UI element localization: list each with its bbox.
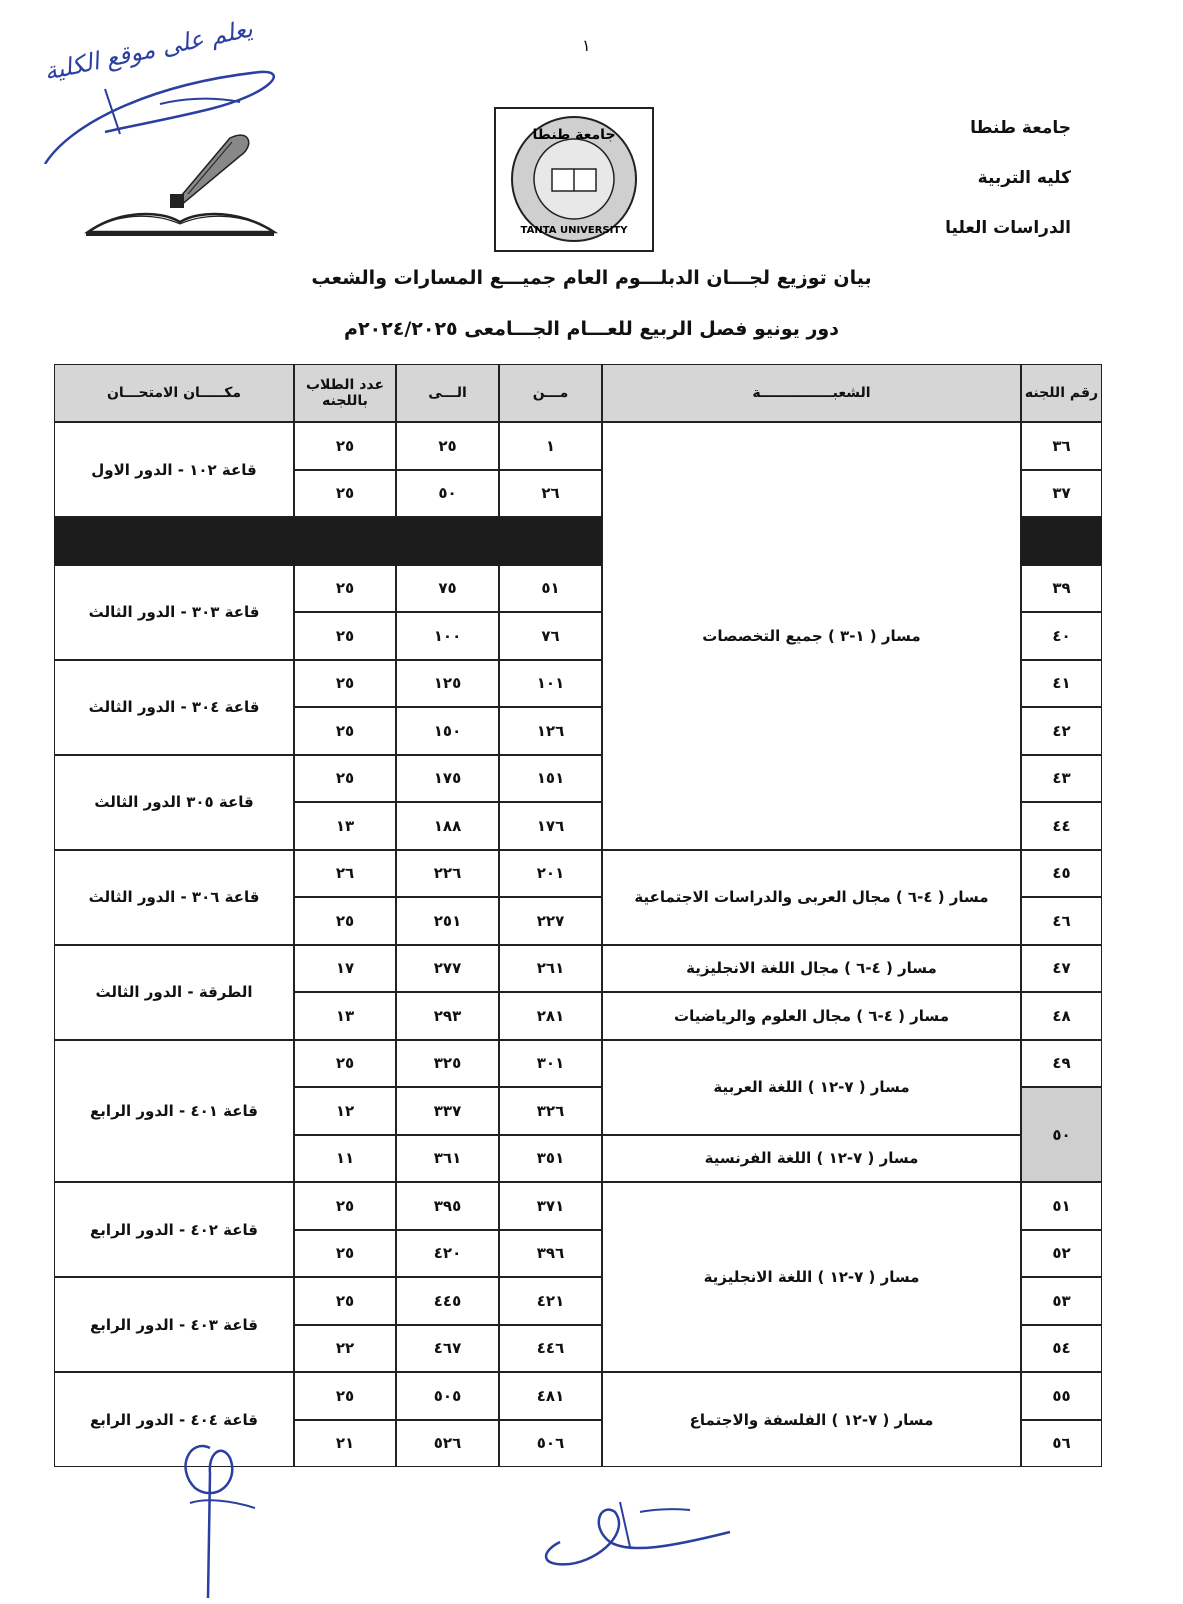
committee-number: ٤٥ <box>1021 850 1102 898</box>
document-subtitle: دور يونيو فصل الربيع للعـــام الجـــامعى ٢٠٢٤/٢٠٢٥م <box>344 318 839 340</box>
range-from: ٢٨١ <box>499 992 602 1040</box>
committee-number: ٤٨ <box>1021 992 1102 1040</box>
committee-number: ٤٧ <box>1021 945 1102 993</box>
range-to: ٧٥ <box>396 565 499 613</box>
document-title: بيان توزيع لجـــان الدبلـــوم العام جميـــع المسارات والشعب <box>311 267 872 289</box>
students-count: ١١ <box>294 1135 396 1183</box>
exam-location: قاعة ٣٠٣ - الدور الثالث <box>54 565 294 660</box>
range-to: ٢٩٣ <box>396 992 499 1040</box>
book-quill-icon <box>80 128 280 240</box>
committee-number: ٣٦ <box>1021 422 1102 470</box>
range-from: ٢٠١ <box>499 850 602 898</box>
students-count: ٢٥ <box>294 1040 396 1088</box>
signature-right <box>520 1492 750 1572</box>
header-to: الـــى <box>396 364 499 422</box>
exam-location: قاعة ٤٠٣ - الدور الرابع <box>54 1277 294 1372</box>
students-count: ٢٥ <box>294 755 396 803</box>
range-to: ٣٦١ <box>396 1135 499 1183</box>
committee-number: ٣٧ <box>1021 470 1102 518</box>
header-from: مـــن <box>499 364 602 422</box>
range-from: ٣٩٦ <box>499 1230 602 1278</box>
committee-number: ٤٩ <box>1021 1040 1102 1088</box>
range-to: ٤٤٥ <box>396 1277 499 1325</box>
range-to: ١٥٠ <box>396 707 499 755</box>
committee-number: ٥٣ <box>1021 1277 1102 1325</box>
handwritten-note-text: يعلم على موقع الكلية <box>41 14 255 86</box>
students-count: ١٣ <box>294 992 396 1040</box>
students-count: ٢٥ <box>294 897 396 945</box>
department-name: الدراسات العليا <box>945 218 1071 238</box>
range-from: ٥٠٦ <box>499 1420 602 1468</box>
range-to: ٣٣٧ <box>396 1087 499 1135</box>
exam-location: قاعة ٤٠٤ - الدور الرابع <box>54 1372 294 1467</box>
committee-number: ٣٩ <box>1021 565 1102 613</box>
exam-location: الطرقة - الدور الثالث <box>54 945 294 1040</box>
division-cell: مسار ( ٤-٦ ) مجال العلوم والرياضيات <box>602 992 1021 1040</box>
logo-english-text: TANTA UNIVERSITY <box>520 225 628 236</box>
committee-number: ٤٦ <box>1021 897 1102 945</box>
students-count: ٢٦ <box>294 850 396 898</box>
range-from: ٤٤٦ <box>499 1325 602 1373</box>
committee-number: ٥٦ <box>1021 1420 1102 1468</box>
range-from: ٤٢١ <box>499 1277 602 1325</box>
exam-location: قاعة ٤٠١ - الدور الرابع <box>54 1040 294 1183</box>
students-count: ١٣ <box>294 802 396 850</box>
university-name: جامعة طنطا <box>970 118 1071 138</box>
exam-location: قاعة ٣٠٦ - الدور الثالث <box>54 850 294 945</box>
range-from: ١ <box>499 422 602 470</box>
committee-number: ٥٥ <box>1021 1372 1102 1420</box>
exam-location: قاعة ٤٠٢ - الدور الرابع <box>54 1182 294 1277</box>
range-to: ٥٠٥ <box>396 1372 499 1420</box>
division-cell: مسار ( ٧-١٢ ) الفلسفة والاجتماع <box>602 1372 1021 1467</box>
students-count: ٢٥ <box>294 612 396 660</box>
exam-location: قاعة ٣٠٥ الدور الثالث <box>54 755 294 850</box>
committee-number: ٤١ <box>1021 660 1102 708</box>
students-count: ٢٥ <box>294 565 396 613</box>
range-from: ٥١ <box>499 565 602 613</box>
range-to: ٣٩٥ <box>396 1182 499 1230</box>
range-from: ٤٨١ <box>499 1372 602 1420</box>
committee-number: ٤٣ <box>1021 755 1102 803</box>
committee-number: ٥٢ <box>1021 1230 1102 1278</box>
division-cell: مسار ( ٧-١٢ ) اللغة العربية <box>602 1040 1021 1135</box>
committee-number: ٥١ <box>1021 1182 1102 1230</box>
students-count: ٢٥ <box>294 1277 396 1325</box>
range-from: ٣٠١ <box>499 1040 602 1088</box>
committees-table <box>54 364 1118 1486</box>
college-name: كليه التربية <box>977 168 1071 188</box>
header-division: الشعبـــــــــــــــة <box>602 364 1021 422</box>
range-from: ٣٢٦ <box>499 1087 602 1135</box>
committee-number: ٥٠ <box>1021 1087 1102 1182</box>
committee-number: ٥٤ <box>1021 1325 1102 1373</box>
division-cell: مسار ( ٧-١٢ ) اللغة الفرنسية <box>602 1135 1021 1183</box>
students-count: ٢٥ <box>294 660 396 708</box>
range-to: ١٠٠ <box>396 612 499 660</box>
range-to: ٢٥١ <box>396 897 499 945</box>
range-from: ١٥١ <box>499 755 602 803</box>
range-to: ١٢٥ <box>396 660 499 708</box>
students-count: ٢٢ <box>294 1325 396 1373</box>
range-from: ٧٦ <box>499 612 602 660</box>
range-from: ١٢٦ <box>499 707 602 755</box>
students-count: ٢٥ <box>294 422 396 470</box>
division-cell: مسار ( ٤-٦ ) مجال العربى والدراسات الاجتماعية <box>602 850 1021 945</box>
range-to: ٢٥ <box>396 422 499 470</box>
students-count: ١٧ <box>294 945 396 993</box>
committee-number: ٤٢ <box>1021 707 1102 755</box>
range-from: ٣٧١ <box>499 1182 602 1230</box>
header-committee: رقم اللجنه <box>1021 364 1102 422</box>
page-number: ١ <box>582 36 591 55</box>
students-count: ٢٥ <box>294 470 396 518</box>
range-to: ١٨٨ <box>396 802 499 850</box>
header-students-count: عدد الطلاب باللجنه <box>294 364 396 422</box>
range-from: ٣٥١ <box>499 1135 602 1183</box>
committee-number: ٤٤ <box>1021 802 1102 850</box>
students-count: ٢١ <box>294 1420 396 1468</box>
students-count: ٢٥ <box>294 1372 396 1420</box>
redacted-row-cells <box>54 517 602 565</box>
university-logo <box>494 107 654 252</box>
range-to: ٤٦٧ <box>396 1325 499 1373</box>
range-from: ١٧٦ <box>499 802 602 850</box>
range-to: ٢٧٧ <box>396 945 499 993</box>
division-cell: مسار ( ١-٣ ) جميع التخصصات <box>602 422 1021 850</box>
range-to: ٥٠ <box>396 470 499 518</box>
logo-arabic-text: جامعة طنطا <box>532 127 616 143</box>
header-location: مكـــــان الامتحـــان <box>54 364 294 422</box>
division-cell: مسار ( ٧-١٢ ) اللغة الانجليزية <box>602 1182 1021 1372</box>
committee-number: ٤٠ <box>1021 612 1102 660</box>
range-from: ٢٦ <box>499 470 602 518</box>
range-to: ٥٢٦ <box>396 1420 499 1468</box>
range-from: ٢٦١ <box>499 945 602 993</box>
exam-location: قاعة ١٠٢ - الدور الاول <box>54 422 294 517</box>
range-from: ٢٢٧ <box>499 897 602 945</box>
range-to: ٤٢٠ <box>396 1230 499 1278</box>
redacted-committee-cell <box>1021 517 1102 565</box>
range-to: ٢٢٦ <box>396 850 499 898</box>
students-count: ١٢ <box>294 1087 396 1135</box>
students-count: ٢٥ <box>294 707 396 755</box>
students-count: ٢٥ <box>294 1230 396 1278</box>
exam-location: قاعة ٣٠٤ - الدور الثالث <box>54 660 294 755</box>
range-to: ٣٢٥ <box>396 1040 499 1088</box>
division-cell: مسار ( ٤-٦ ) مجال اللغة الانجليزية <box>602 945 1021 993</box>
range-from: ١٠١ <box>499 660 602 708</box>
students-count: ٢٥ <box>294 1182 396 1230</box>
range-to: ١٧٥ <box>396 755 499 803</box>
